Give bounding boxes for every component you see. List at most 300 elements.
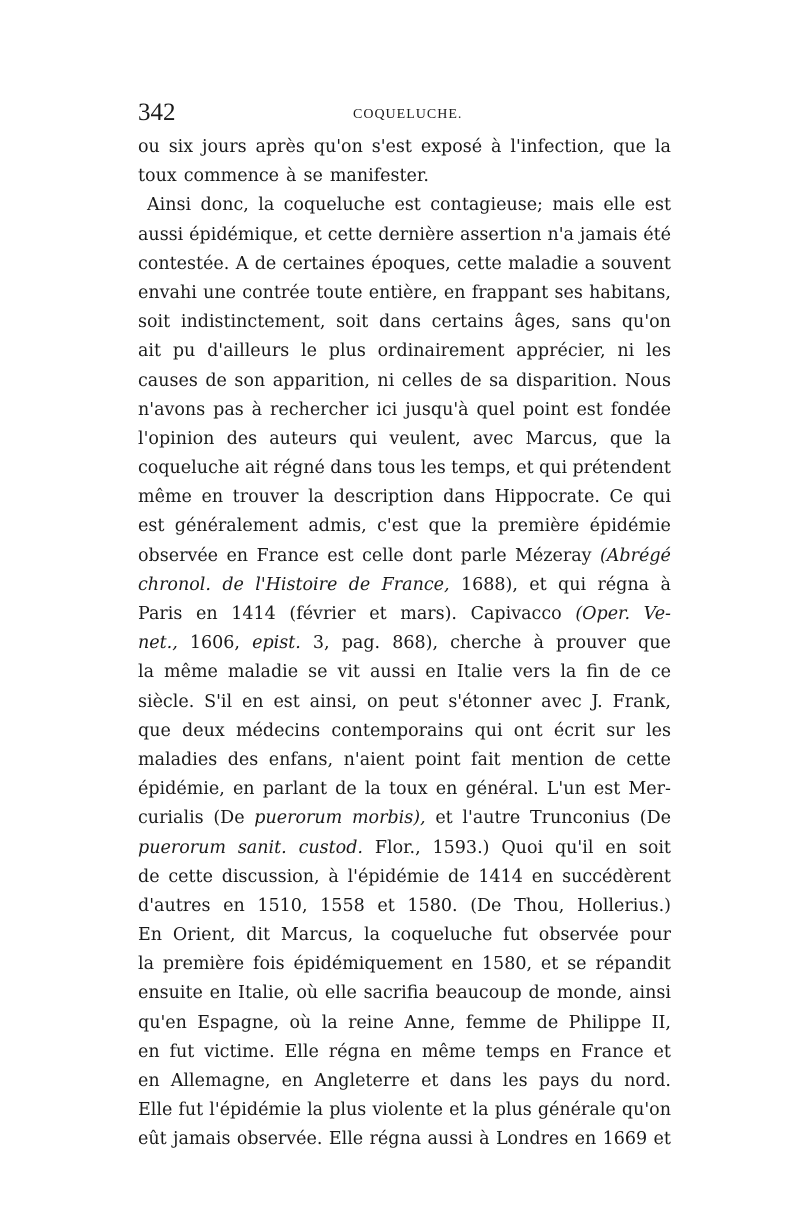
word: à [328,866,339,887]
page-number: 342 [138,99,176,126]
word: d'autres [138,895,211,916]
running-title: COQUELUCHE. [353,107,463,122]
word: Capivacco [470,604,562,624]
running-head [138,95,671,131]
word: sacrifia [363,983,429,1004]
word: en [574,1129,597,1150]
text-line [138,483,671,512]
word: 1580. [407,895,458,916]
word: s'étonner [448,691,532,712]
word: point [414,749,461,770]
word: deux [182,720,225,741]
word: écrit [553,720,595,741]
word: habitans, [589,282,671,303]
word: en [195,604,218,624]
word: (Oper. [575,604,631,624]
word: ainsi [629,983,671,1004]
word: et [516,458,534,479]
word: pu [172,341,196,362]
word: fin [586,662,610,683]
word: à [286,166,297,187]
word: indistinctement, [180,312,326,333]
word: l'infection, [510,137,605,157]
word: certaines [282,253,365,274]
word: succédèrent [562,866,671,887]
word: 1593.) [432,837,490,858]
word: siècle. [138,691,195,712]
word: contemporains [331,720,464,741]
word: beaucoup [435,983,522,1004]
word: avec [541,691,582,712]
word: France [256,545,319,566]
word: la [471,516,488,537]
word: Angleterre [314,1071,410,1091]
word: et [540,954,559,975]
word: cette [457,253,502,274]
word: l'autre [462,808,521,829]
word: en [425,662,447,683]
word: cette [327,224,373,245]
word: 1414 [231,604,276,624]
word: âges, [514,312,561,333]
word: prétendent [572,458,671,479]
word: et [304,224,322,245]
word: auteurs [269,428,337,449]
word: jamais [579,224,638,245]
text-line [138,804,671,833]
word: en [232,779,255,800]
word: enfans, [268,749,334,770]
word: dans [443,487,486,508]
text-line [138,1009,671,1038]
word: en [390,1041,412,1062]
word: dernière [378,224,455,245]
word: et [435,808,453,829]
word: France, [381,574,450,595]
word: des [227,749,259,770]
word: de [619,662,641,683]
word: (Abrégé [599,545,671,566]
word: sanit. [237,837,287,858]
word: Ve- [643,604,671,624]
word: aussi [369,662,416,683]
text-line [138,162,671,191]
word: ni [617,341,635,362]
word: pour [629,925,671,946]
word: 1669 [602,1129,648,1150]
word: la [307,1100,324,1121]
word: Philippe [568,1012,642,1033]
word: régna [597,574,650,595]
text-line [138,571,671,600]
word: apparition, [272,370,370,391]
word: s'est [371,137,412,157]
word: fut [503,925,528,946]
word: en [605,837,627,858]
word: une [203,282,236,303]
word: la [560,662,577,683]
word: jours [202,137,247,157]
word: général. [465,779,539,800]
word: pas [213,399,244,420]
word: observée [138,545,219,566]
word: point [522,399,569,420]
word: coqueluche [283,195,386,216]
word: l'opinion [138,428,215,449]
word: Flor., [374,837,421,858]
word: ait [138,341,162,362]
word: II, [651,1012,671,1033]
word: toux [388,779,428,800]
word: qu'il [554,837,594,858]
word: 1558 [320,895,365,916]
word: est [138,516,165,537]
word: Allemagne, [170,1071,271,1091]
text-line [138,1067,671,1096]
word: que [609,428,643,449]
text-line [138,512,671,541]
text-line [138,308,671,337]
word: certains [431,312,504,333]
word: la [472,1100,489,1121]
word: Ainsi [147,195,192,216]
word: qu'on [621,1100,671,1121]
word: 3, [312,633,330,654]
text-line [138,775,671,804]
word: eût [138,1129,167,1150]
word: la [654,137,671,157]
word: sur [606,720,635,741]
word: régna [369,1129,422,1150]
word: répandit [595,954,671,975]
word: A [235,253,249,274]
word: Londres [495,1129,569,1150]
word: époques, [371,253,451,274]
word: dit [246,925,271,946]
word: en [201,487,224,508]
word: manifester. [329,166,429,187]
word: d'ailleurs [207,341,290,362]
word: c'est [377,516,419,537]
word: été [643,224,671,245]
word: J. [591,691,603,712]
word: le [301,341,317,362]
word: (février [289,604,356,624]
word: la [138,662,155,683]
word: ici [376,399,398,420]
word: 1510, [257,895,308,916]
word: plus [494,1100,532,1121]
text-line [138,221,671,250]
word: et [377,895,395,916]
word: que [613,137,646,157]
word: Espagne, [197,1012,280,1033]
word: maladie [227,662,299,683]
word: commence [183,166,280,187]
word: n'a [547,224,574,245]
word: de [460,370,482,391]
word: généralement [174,516,298,537]
text-line [138,834,671,863]
word: et [653,1041,671,1062]
word: parlant [262,779,328,800]
word: qui [558,574,587,595]
word: la [364,779,381,800]
word: épidémique, [189,224,299,245]
word: et [369,604,387,624]
word: femme [465,1012,527,1033]
word: soit [336,312,369,333]
word: la [654,428,671,449]
word: rechercher [270,399,369,420]
word: vers [512,662,551,683]
word: cette [626,749,671,770]
word: Orient, [172,925,236,946]
word: se [308,662,328,683]
word: en [281,1071,304,1091]
word: victime. [204,1041,275,1062]
word: celles [401,370,453,391]
word: Italie [456,662,503,683]
word: ce [650,662,671,683]
word: Paris [138,604,183,624]
word: à [479,1129,490,1150]
text-line [138,717,671,746]
word: reine [348,1012,395,1033]
word: chronol. [138,574,211,595]
word: on [366,691,389,712]
word: Hippocrate. [494,487,600,508]
word: puerorum [254,808,343,829]
word: Marcus, [525,428,598,449]
word: qu'on [621,312,671,333]
word: en [226,545,249,566]
word: admis, [308,516,367,537]
word: custod. [298,837,363,858]
word: qui [349,428,378,449]
word: générale [537,1100,616,1121]
word: maladies [138,749,218,770]
word: exposé [420,137,483,157]
word: epist. [252,633,301,654]
word: ou [138,137,160,157]
word: observée. [236,1129,323,1150]
word: la [364,925,381,946]
text-line [138,279,671,308]
text-line [138,688,671,717]
word: 1688), [460,574,518,595]
word: régné [273,458,325,479]
word: pays [538,1071,580,1091]
word: en [223,895,245,916]
word: discussion, [221,866,320,887]
word: veulent, [389,428,461,449]
word: 1580, [481,954,533,975]
text-line [138,746,671,775]
word: dans [379,312,421,333]
word: assertion [459,224,542,245]
word: (De [213,808,245,829]
word: coqueluche [138,458,240,479]
word: où [289,1012,312,1033]
word: l'épidémie [347,866,440,887]
word: ses [554,282,583,303]
word: plus [328,341,366,362]
word: épidémie, [138,779,225,800]
word: ainsi, [309,691,358,712]
word: fut [178,1100,204,1121]
word: que [638,633,671,654]
word: se [303,166,323,187]
word: et [653,1129,671,1150]
word: et [529,574,547,595]
word: les [646,341,671,362]
word: en [435,779,458,800]
word: avec [472,428,514,449]
text-line [138,191,671,220]
word: temps [485,1041,540,1062]
text-line [138,1096,671,1125]
word: souvent [601,253,671,274]
word: Marcus, [280,925,354,946]
word: en [531,866,554,887]
word: fait [471,749,501,770]
word: en [209,983,232,1004]
text-line [138,367,671,396]
word: Mézeray [515,545,592,566]
text-line [138,950,671,979]
word: qui [474,720,503,741]
word: plus [329,1100,367,1121]
body-text [138,133,671,1155]
text-line [138,979,671,1008]
word: dans [330,458,373,479]
word: après [255,137,305,157]
word: Ce [609,487,634,508]
word: cherche [450,633,522,654]
word: mention [511,749,584,770]
word: aussi [138,224,184,245]
word: frappant [471,282,549,303]
word: n'aient [343,749,405,770]
word: la [138,954,155,975]
word: Trunconius [530,808,631,829]
word: nord. [624,1071,671,1091]
word: contagieuse; [430,195,543,216]
word: de [348,574,371,595]
word: soit [138,312,171,333]
word: morbis), [351,808,426,829]
word: que [138,720,171,741]
word: en [549,1041,572,1062]
text-line [138,921,671,950]
word: six [168,137,194,157]
word: 1606, [189,633,240,654]
word: observée [538,925,619,946]
word: est [593,779,621,800]
text-line [138,396,671,425]
word: de [335,779,357,800]
word: première [162,954,245,975]
word: Nous [624,370,671,391]
word: fondée [610,399,671,420]
word: jusqu'à [405,399,469,420]
word: celle [362,545,404,566]
word: de [528,983,551,1004]
text-line [138,892,671,921]
word: En [138,925,163,946]
word: sa [489,370,509,391]
word: contrée [242,282,310,303]
text-line [138,250,671,279]
word: S'il [204,691,233,712]
word: à [491,137,502,157]
word: envahi [138,282,197,303]
word: monde, [556,983,623,1004]
word: se [567,954,587,975]
word: la [258,195,275,216]
text-line [138,133,671,162]
text-line [138,542,671,571]
word: Elle [138,1100,173,1121]
word: de [254,253,277,274]
word: aussi [427,1129,473,1150]
word: elle [324,983,357,1004]
word: épidémiquement [293,954,443,975]
word: Quoi [501,837,544,858]
word: mars). [400,604,457,624]
word: Frank, [612,691,671,712]
word: les [420,458,446,479]
word: en [241,691,264,712]
word: fut [169,1041,195,1062]
word: maladie [508,253,579,274]
text-line [138,658,671,687]
word: disparition. [515,370,618,391]
word: ni [377,370,395,391]
word: de [205,370,227,391]
word: tous [377,458,416,479]
word: de [594,749,616,770]
word: curialis [138,808,204,829]
word: est [576,399,603,420]
word: Hollerius.) [577,895,671,916]
word: mais [552,195,594,216]
word: net., [138,633,178,654]
word: violente [372,1100,443,1121]
word: que [428,516,462,537]
word: (De [639,808,671,829]
word: médecins [235,720,321,741]
word: est [644,195,671,216]
word: et [449,1100,467,1121]
text-line [138,454,671,483]
word: ensuite [138,983,203,1004]
word: la [321,1012,338,1033]
word: prouver [555,633,626,654]
word: (De [470,895,502,916]
word: a [584,253,596,274]
word: jamais [173,1129,231,1150]
text-line [138,425,671,454]
word: qu'en [138,1012,187,1033]
word: de [138,866,160,887]
word: est [394,195,421,216]
word: de [448,866,470,887]
word: toux [138,166,177,187]
word: vit [337,662,360,683]
word: première [498,516,580,537]
